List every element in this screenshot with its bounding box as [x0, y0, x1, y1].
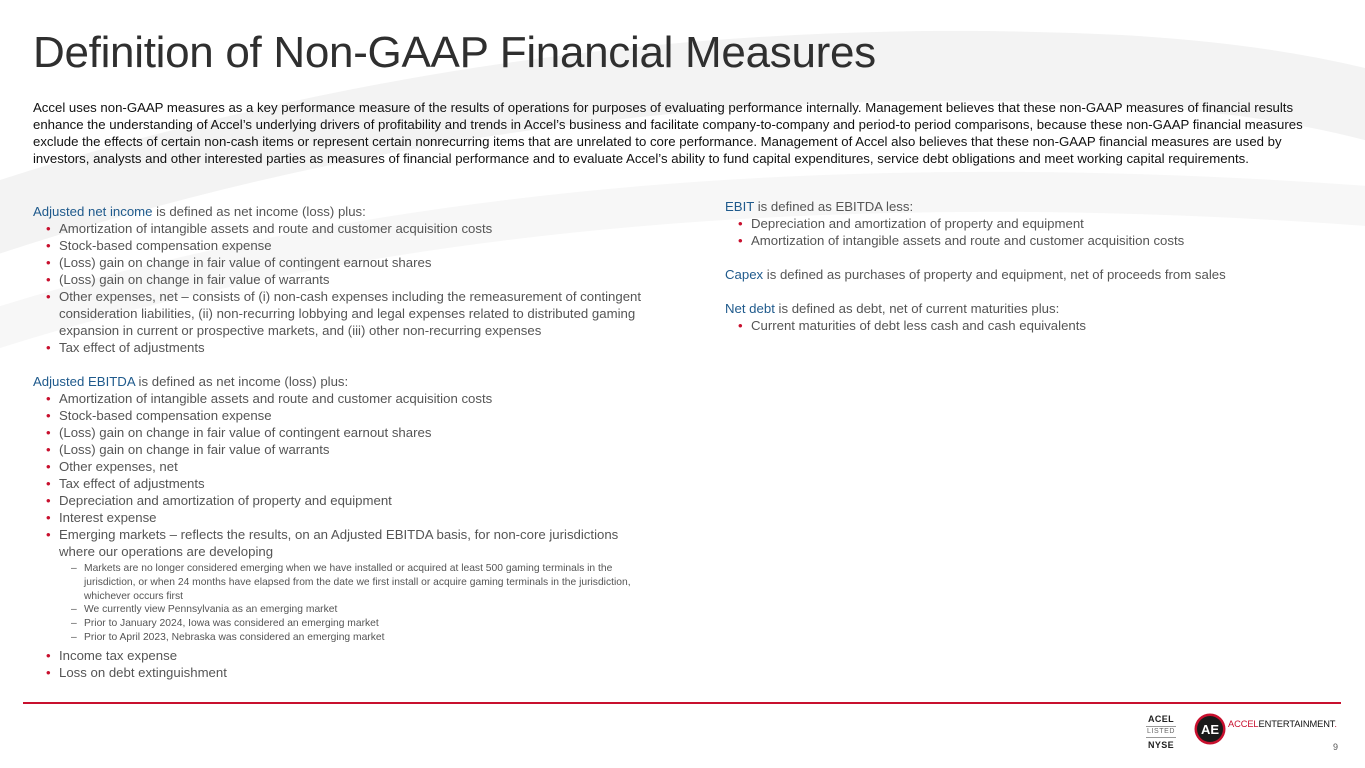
listed-label: LISTED [1146, 726, 1176, 738]
adjusted-ebitda-term: Adjusted EBITDA [33, 374, 135, 389]
brand-wordmark [1228, 719, 1337, 729]
net-debt-term: Net debt [725, 301, 775, 316]
emerging-markets-sublist [33, 562, 643, 645]
adjusted-net-income-section [33, 203, 643, 356]
list-item: • Tax effect of adjustments [59, 475, 643, 492]
ebit-section [725, 198, 1345, 249]
capex-heading [725, 266, 1345, 283]
ticker-label: ACEL [1147, 714, 1175, 724]
adjusted-ebitda-definition: is defined as net income (loss) plus: [134, 374, 349, 389]
list-item: • Emerging markets – reflects the results, on an Adjusted EBITDA basis, for non-core jurisdictions where our operations are developing [59, 526, 643, 560]
page-title: Definition of Non-GAAP Financial Measures [33, 28, 876, 77]
footer-divider [23, 702, 1341, 704]
sub-list-item: – Markets are no longer considered emerging when we have installed or acquired at least 500 gaming terminals in the jurisdiction, or when 24 months have elapsed from the date we first install or acquire gaming terminals in the jurisdiction, whichever occurs first [84, 562, 643, 603]
brand-word-accel: ACCEL [1228, 719, 1259, 729]
logo-letters: AE [1200, 722, 1220, 737]
adjusted-ebitda-list [33, 390, 643, 560]
list-item: • Current maturities of debt less cash and cash equivalents [751, 317, 1345, 334]
ebit-term: EBIT [725, 199, 755, 214]
adjusted-net-income-heading [33, 203, 643, 220]
list-item: • Loss on debt extinguishment [59, 664, 643, 681]
adjusted-net-income-definition: is defined as net income (loss) plus: [152, 204, 366, 219]
ebit-definition: is defined as EBITDA less: [754, 199, 914, 214]
list-item: • Other expenses, net [59, 458, 643, 475]
ebit-list [725, 215, 1345, 249]
list-item: • Depreciation and amortization of property and equipment [751, 215, 1345, 232]
adjusted-net-income-term: Adjusted net income [33, 204, 153, 219]
list-item: • Other expenses, net – consists of (i) non-cash expenses including the remeasurement of contingent consideration liabilities, (ii) non-recurring lobbying and legal expenses related to distributed gaming expansion in current or prospective markets, and (iii) other non-recurring expenses [59, 288, 643, 339]
list-item: • Stock-based compensation expense [59, 407, 643, 424]
accel-logo-icon [1194, 713, 1226, 745]
page-number: 9 [1333, 742, 1339, 752]
list-item: • Interest expense [59, 509, 643, 526]
list-item: • Amortization of intangible assets and route and customer acquisition costs [59, 390, 643, 407]
list-item: • (Loss) gain on change in fair value of warrants [59, 271, 643, 288]
ebit-heading [725, 198, 1345, 215]
brand-mark: . [1334, 719, 1337, 729]
brand-word-entertainment: ENTERTAINMENT [1258, 719, 1335, 729]
net-debt-definition: is defined as debt, net of current maturities plus: [774, 301, 1060, 316]
adjusted-ebitda-heading [33, 373, 643, 390]
list-item: • Income tax expense [59, 647, 643, 664]
intro-paragraph: Accel uses non-GAAP measures as a key performance measure of the results of operations for purposes of evaluating performance internally. Management believes that these non-GAAP measures of financial results enhance the understanding of Accel’s underlying drivers of profitability and trends in Accel’s business and facilitate company-to-company and period-to period comparisons, because these non-GAAP financial measures exclude the effects of certain non-cash items or represent certain nonrecurring items that are unrelated to core performance. Management of Accel also believes that these non-GAAP financial measures are used by investors, analysts and other interested parties as measures of financial performance and to evaluate Accel’s ability to fund capital expenditures, service debt obligations and meet working capital requirements. [33, 100, 1303, 166]
capex-definition: is defined as purchases of property and equipment, net of proceeds from sales [763, 267, 1226, 282]
adjusted-ebitda-list-continued [33, 647, 643, 681]
list-item: • Amortization of intangible assets and route and customer acquisition costs [751, 232, 1345, 249]
list-item: • (Loss) gain on change in fair value of warrants [59, 441, 643, 458]
adjusted-net-income-list [33, 220, 643, 356]
list-item: • (Loss) gain on change in fair value of contingent earnout shares [59, 254, 643, 271]
left-column [33, 203, 643, 698]
net-debt-section [725, 300, 1345, 334]
exchange-label: NYSE [1147, 740, 1175, 750]
net-debt-heading [725, 300, 1345, 317]
net-debt-list [725, 317, 1345, 334]
list-item: • Depreciation and amortization of property and equipment [59, 492, 643, 509]
sub-list-item: – We currently view Pennsylvania as an emerging market [84, 603, 643, 617]
list-item: • Tax effect of adjustments [59, 339, 643, 356]
adjusted-ebitda-section [33, 373, 643, 681]
nyse-listing-badge [1143, 713, 1179, 751]
capex-term: Capex [725, 267, 764, 282]
list-item: • (Loss) gain on change in fair value of contingent earnout shares [59, 424, 643, 441]
right-column [725, 198, 1345, 351]
list-item: • Amortization of intangible assets and route and customer acquisition costs [59, 220, 643, 237]
sub-list-item: – Prior to April 2023, Nebraska was considered an emerging market [84, 631, 643, 645]
list-item: • Stock-based compensation expense [59, 237, 643, 254]
sub-list-item: – Prior to January 2024, Iowa was considered an emerging market [84, 617, 643, 631]
capex-section [725, 266, 1345, 283]
